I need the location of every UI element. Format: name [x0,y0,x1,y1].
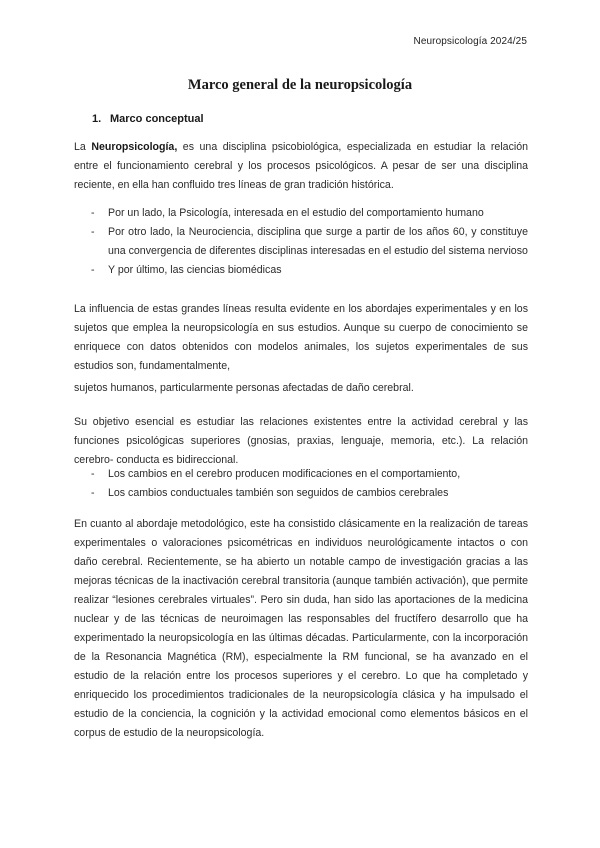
section-number: 1. [92,113,102,125]
paragraph-1-text: es una disciplina psicobiológica, especializada en estudiar la relación entre el funcionamiento cerebral y los procesos psicológicos. A pesar de ser una disciplina reciente, en ella han confluido tres líneas de gran tradición histórica. [74,141,528,191]
list-item: - Los cambios en el cerebro producen modificaciones en el comportamiento, [74,465,528,484]
paragraph-definition [74,138,528,195]
list-bidirectional [74,465,528,503]
list-item: - Por un lado, la Psicología, interesada en el estudio del comportamiento humano [74,204,528,223]
paragraph-human-subjects [74,379,528,398]
list-item: - Los cambios conductuales también son seguidos de cambios cerebrales [74,484,528,503]
paragraph-influence [74,300,528,376]
list-item: - Y por último, las ciencias biomédicas [74,261,528,280]
document-title: Marco general de la neuropsicología [187,77,413,93]
paragraph-5-text: En cuanto al abordaje metodológico, este ha consistido clásicamente en la realización de tareas experimentales o valoraciones psicométricas en individuos neurológicamente intactos o con daño cerebral. Recientemente, se ha abierto un notable campo de investigación gracias a las mejoras técnicas de la inactivación cerebral transitoria (aunque también activación), que permite realizar “lesiones cerebrales virtuales”. Pero sin duda, han sido las aportaciones de la medicina nuclear y de las técnicas de neuroimagen las responsables del fructífero desarrollo que ha experimentado la neuropsicología en las últimas décadas. Particularmente, con la incorporación de la Resonancia Magnética (RM), especialmente la RM funcional, se ha avanzado en el estudio de la relación entre los procesos superiores y el cerebro. Lo que ha completado y enriquecido los procedimientos tradicionales de la neuropsicología clásica y ha impulsado el estudio de la conciencia, la cognición y la actividad emocional como elementos básicos en el corpus de estudio de la neuropsicología. [74,518,528,739]
section-title: Marco conceptual [110,113,204,125]
running-header: Neuropsicología 2024/25 [413,36,527,47]
list-item: - Por otro lado, la Neurociencia, disciplina que surge a partir de los años 60, y constituye una convergencia de diferentes disciplinas interesadas en el estudio del sistema nervioso [74,223,528,261]
section-heading [92,113,204,125]
list-traditions [74,204,528,280]
lead-prefix: La [74,141,92,153]
paragraph-3-text: sujetos humanos, particularmente personas afectadas de daño cerebral. [74,382,414,394]
paragraph-objective [74,413,528,470]
lead-term: Neuropsicología, [91,141,178,153]
paragraph-2-text: La influencia de estas grandes líneas resulta evidente en los abordajes experimentales y en los sujetos que emplea la neuropsicología en sus estudios. Aunque su cuerpo de conocimiento se enriquece con datos obtenidos con modelos animales, los sujetos experimentales de sus estudios son, fundamentalmente, [74,303,528,372]
paragraph-4-text: Su objetivo esencial es estudiar las relaciones existentes entre la actividad cerebral y las funciones psicológicas superiores (gnosias, praxias, lenguaje, memoria, etc.). La relación cerebro- conducta es bidireccional. [74,416,528,466]
paragraph-methodology [74,515,528,743]
